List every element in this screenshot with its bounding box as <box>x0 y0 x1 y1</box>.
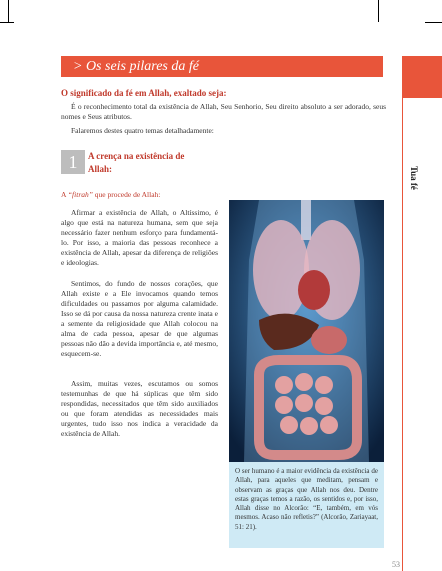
section-number: 1 <box>61 150 85 174</box>
page-number: 53 <box>392 560 400 569</box>
intro-paragraph: Falaremos destes quatro temas detalhadamente: <box>71 126 214 135</box>
intro-paragraph: É o reconhecimento total da existência de Allah, Seu Senhorio, Seu direito absoluto a ser adorado, seus nomes e Seus atributos. <box>61 102 386 121</box>
side-tab-label: Tua fé <box>409 166 419 190</box>
subheading-term: “fitrah” <box>67 190 93 199</box>
body-paragraph: Sentimos, do fundo de nossos corações, que Allah existe e a Ele invocamos quando temos dificuldades ou passamos por alguma calamidade. Isso se dá por causa da nossa natureza crente inata e a semente da religiosidade que Allah colocou na alma de cada pessoa, apesar de que algumas pessoas não dão a devida importância e, até mesmo, esquecem-se. <box>61 279 218 358</box>
subheading-prefix: A <box>61 190 68 199</box>
crop-mark <box>378 0 379 22</box>
anatomy-illustration <box>229 200 384 462</box>
crop-mark <box>425 22 442 23</box>
side-tab-color-block <box>403 56 442 98</box>
body-paragraph: Assim, muitas vezes, escutamos ou somos testemunhas de que há súplicas que têm sido respondidas, necessitados que têm sido auxiliados ou que foram atendidas as necessidades mais urgentes, tudo isso nos indica a veracidade da existência de Allah. <box>61 379 218 438</box>
figure-caption: O ser humano é a maior evidência da existência de Allah, para aqueles que meditam, pensam e observam as graças que Allah nos deu. Dentre estas graças temos a razão, os sentidos e, por isso, Allah disse no Alcorão: “E, também, em vós mesmos. Acaso não refletis?” (Alcorão, Zariayaat, 51: 21). <box>229 462 384 548</box>
section-banner: > Os seis pilares da fé <box>61 56 383 77</box>
intro-heading: O significado da fé em Allah, exaltado seja: <box>61 88 227 98</box>
subheading-suffix: que procede de Allah: <box>92 190 161 199</box>
crop-mark <box>8 0 9 22</box>
anatomy-svg <box>229 200 384 462</box>
section-title: A crença na existência de Allah: <box>88 151 185 174</box>
subheading <box>61 190 160 199</box>
side-tab <box>402 56 442 571</box>
crop-mark <box>0 22 14 23</box>
body-paragraph: Afirmar a existência de Allah, o Altíssimo, é algo que está na natureza humana, sem que seja necessário fazer nenhum esforço para fundamentá-lo. Por isso, a maioria das pessoas reconhece a existência de Allah, apesar da diferença de religiões e ideologias. <box>61 208 218 267</box>
